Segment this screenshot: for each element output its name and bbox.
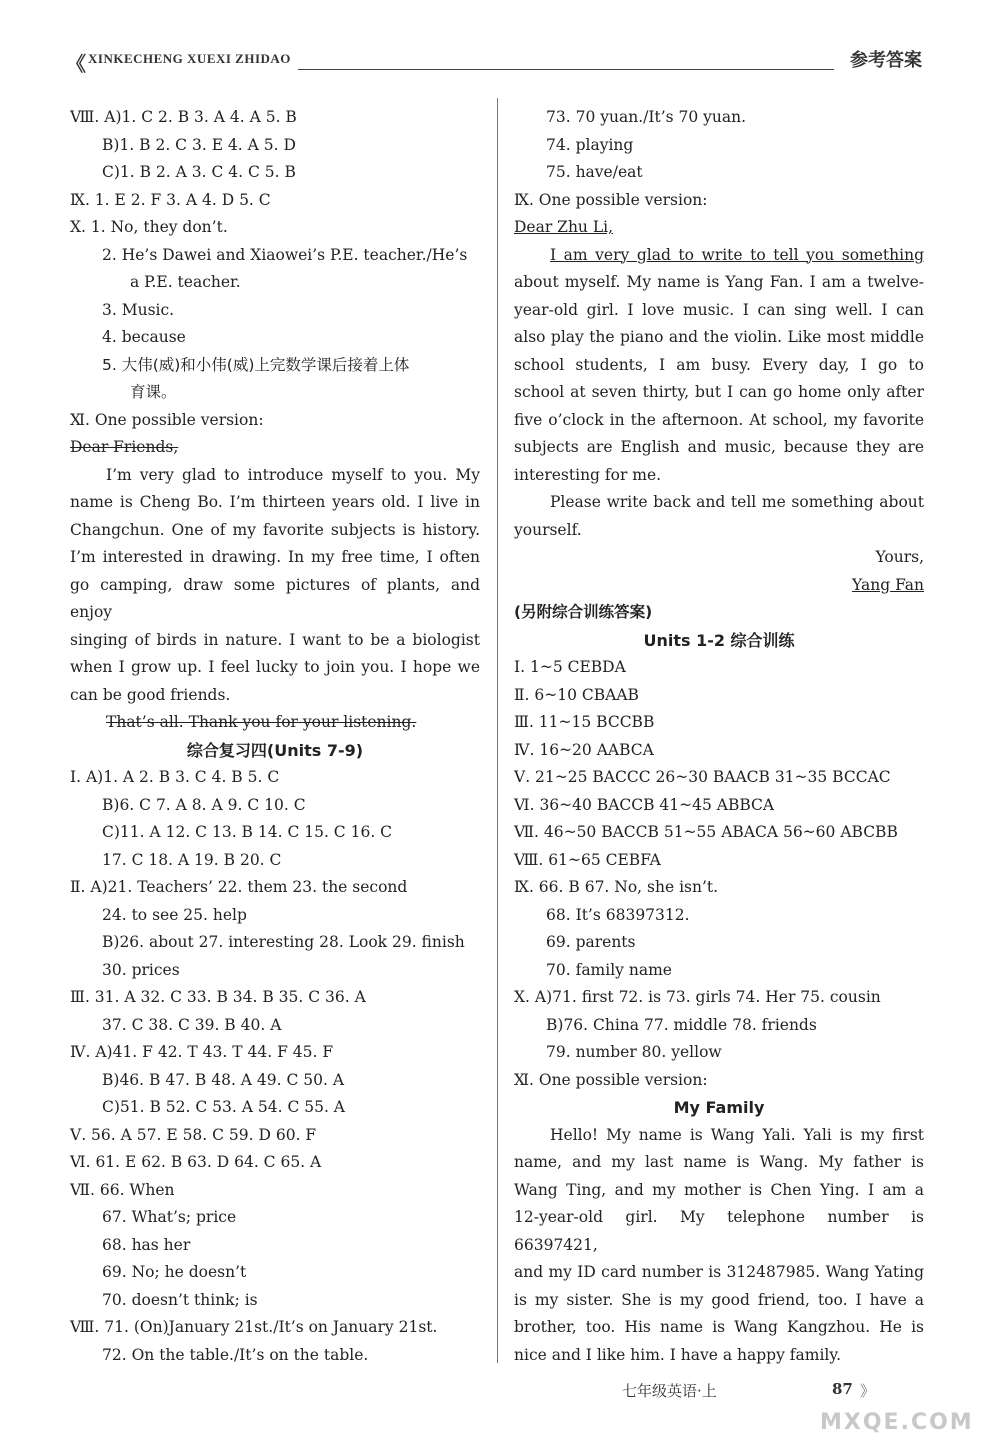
right-line: Ⅲ. 11~15 BCCBB (514, 713, 655, 731)
right-line: Ⅰ. 1~5 CEBDA (514, 658, 626, 676)
left-line: 4. because (102, 328, 186, 346)
right-line: Units 1-2 综合训练 (643, 630, 795, 650)
left-line: Ⅺ. One possible version: (70, 410, 264, 429)
right-line: Ⅷ. 61~65 CEBFA (514, 850, 661, 869)
right-line: Yang Fan (851, 575, 924, 594)
right-line: five o’clock in the afternoon. At school, my favorite (514, 410, 924, 429)
right-line: Ⅵ. 36~40 BACCB 41~45 ABBCA (514, 795, 775, 814)
page-header (66, 42, 922, 78)
right-line: Yours, (875, 548, 924, 566)
left-line: Ⅳ. A)41. F 42. T 43. T 44. F 45. F (70, 1043, 334, 1061)
left-line: 2. He’s Dawei and Xiaowei’s P.E. teacher./He’s (102, 245, 468, 264)
right-line: Hello! My name is Wang Yali. Yali is my first (550, 1125, 924, 1144)
left-line: B)46. B 47. B 48. A 49. C 50. A (102, 1070, 345, 1089)
chevron-left-icon: 《 (66, 52, 86, 76)
left-line: 67. What’s; price (102, 1208, 237, 1226)
right-line: year-old girl. I love music. I can sing well. I can (514, 300, 924, 319)
left-line: Ⅲ. 31. A 32. C 33. B 34. B 35. C 36. A (70, 988, 366, 1006)
right-line: 12-year-old girl. My telephone number is 66397421, (514, 1208, 924, 1254)
left-line: Dear Friends, (70, 438, 179, 456)
right-line: Ⅸ. One possible version: (514, 190, 708, 209)
left-line: Ⅸ. 1. E 2. F 3. A 4. D 5. C (70, 190, 271, 209)
right-line: yourself. (514, 520, 582, 539)
right-line: Ⅹ. A)71. first 72. is 73. girls 74. Her 75. cousin (514, 988, 881, 1006)
right-line: and my ID card number is 312487985. Wang Yating (514, 1263, 924, 1281)
left-line: Ⅴ. 56. A 57. E 58. C 59. D 60. F (70, 1125, 317, 1144)
left-line: 68. has her (102, 1235, 191, 1254)
right-line: 69. parents (546, 933, 636, 951)
left-line: when I grow up. I feel lucky to join you. I hope we (70, 658, 480, 676)
left-line: 3. Music. (102, 300, 175, 319)
left-line: B)26. about 27. interesting 28. Look 29. finish (102, 933, 465, 951)
right-line: (另附综合训练答案) (514, 603, 653, 621)
left-line: go camping, draw some pictures of plants, and enjoy (70, 575, 480, 621)
left-line: 69. No; he doesn’t (102, 1263, 247, 1281)
right-line: Dear Zhu Li, (514, 218, 614, 236)
left-line: 育课。 (130, 383, 177, 401)
right-line: Wang Ting, and my mother is Chen Ying. I am a (514, 1180, 924, 1199)
left-line: B)6. C 7. A 8. A 9. C 10. C (102, 795, 306, 814)
right-line: I am very glad to write to tell you something (550, 245, 924, 264)
left-line: can be good friends. (70, 685, 231, 704)
right-line: Ⅸ. 66. B 67. No, she isn’t. (514, 878, 719, 896)
left-line: B)1. B 2. C 3. E 4. A 5. D (102, 135, 296, 154)
column-divider (497, 98, 498, 1363)
right-line: Ⅳ. 16~20 AABCA (514, 740, 654, 759)
left-line: Ⅷ. A)1. C 2. B 3. A 4. A 5. B (70, 108, 297, 126)
left-column (70, 104, 480, 1369)
left-line: C)1. B 2. A 3. C 4. C 5. B (102, 163, 296, 181)
left-line: Ⅶ. 66. When (70, 1180, 175, 1199)
right-line: about myself. My name is Yang Fan. I am a twelve- (514, 273, 924, 291)
left-line: That’s all. Thank you for your listening. (106, 713, 417, 731)
right-line: Please write back and tell me something about (550, 493, 924, 511)
left-line: singing of birds in nature. I want to be a biologist (70, 630, 480, 649)
left-line: I’m interested in drawing. In my free time, I often (70, 548, 480, 566)
left-line: 5. 大伟(威)和小伟(威)上完数学课后接着上体 (102, 355, 410, 374)
right-line: Ⅴ. 21~25 BACCC 26~30 BAACB 31~35 BCCAC (514, 768, 891, 786)
right-column (514, 104, 924, 1369)
left-line: Ⅰ. A)1. A 2. B 3. C 4. B 5. C (70, 768, 280, 786)
series-title: XINKECHENG XUEXI ZHIDAO (88, 51, 291, 66)
left-line: Changchun. One of my favorite subjects is history. (70, 520, 480, 539)
right-line: Ⅶ. 46~50 BACCB 51~55 ABACA 56~60 ABCBB (514, 823, 898, 841)
left-line: a P.E. teacher. (130, 273, 241, 291)
book-label: 七年级英语·上 (622, 1382, 717, 1400)
right-line: school at seven thirty, but I can go home only after (514, 383, 924, 401)
left-line: Ⅵ. 61. E 62. B 63. D 64. C 65. A (70, 1153, 322, 1171)
left-line: Ⅹ. 1. No, they don’t. (70, 218, 228, 236)
header-rule (298, 69, 834, 70)
right-line: also play the piano and the violin. Like most middle (514, 328, 924, 346)
left-line: name is Cheng Bo. I’m thirteen years old. I live in (70, 493, 480, 511)
right-line: B)76. China 77. middle 78. friends (546, 1015, 817, 1034)
right-line: brother, too. His name is Wang Kangzhou. He is (514, 1318, 924, 1336)
left-line: 综合复习四(Units 7-9) (186, 740, 364, 760)
left-line: Ⅱ. A)21. Teachers’ 22. them 23. the second (70, 878, 408, 896)
right-line: 75. have/eat (546, 163, 643, 181)
left-line: 72. On the table./It’s on the table. (102, 1345, 369, 1364)
chevron-right-icon: 》 (860, 1382, 876, 1400)
page-number: 87 (832, 1380, 853, 1398)
right-line: school students, I am busy. Every day, I go to (514, 355, 924, 374)
watermark: MXQE.COM (820, 1410, 974, 1435)
page-title: 参考答案 (850, 50, 922, 71)
right-line: nice and I like him. I have a happy family. (514, 1345, 842, 1364)
right-line: 68. It’s 68397312. (546, 905, 690, 924)
left-line: 30. prices (102, 960, 180, 979)
left-line: C)11. A 12. C 13. B 14. C 15. C 16. C (102, 823, 393, 841)
left-line: I’m very glad to introduce myself to you. My (106, 465, 480, 484)
right-line: name, and my last name is Wang. My father is (514, 1153, 924, 1171)
left-line: 24. to see 25. help (102, 905, 247, 924)
right-line: 73. 70 yuan./It’s 70 yuan. (546, 108, 747, 126)
left-line: 17. C 18. A 19. B 20. C (102, 850, 282, 869)
right-line: 79. number 80. yellow (546, 1043, 722, 1061)
left-line: 37. C 38. C 39. B 40. A (102, 1015, 282, 1034)
left-line: 70. doesn’t think; is (102, 1290, 258, 1309)
right-line: Ⅱ. 6~10 CBAAB (514, 685, 639, 704)
right-line: subjects are English and music, because they are (514, 438, 924, 456)
right-line: Ⅺ. One possible version: (514, 1070, 708, 1089)
right-line: interesting for me. (514, 465, 662, 484)
left-line: Ⅷ. 71. (On)January 21st./It’s on January 21st. (70, 1318, 438, 1336)
right-line: 74. playing (546, 135, 634, 154)
right-line: is my sister. She is my good friend, too. I have a (514, 1290, 924, 1309)
right-line: 70. family name (546, 960, 672, 979)
right-line: My Family (673, 1098, 765, 1117)
left-line: C)51. B 52. C 53. A 54. C 55. A (102, 1098, 345, 1116)
